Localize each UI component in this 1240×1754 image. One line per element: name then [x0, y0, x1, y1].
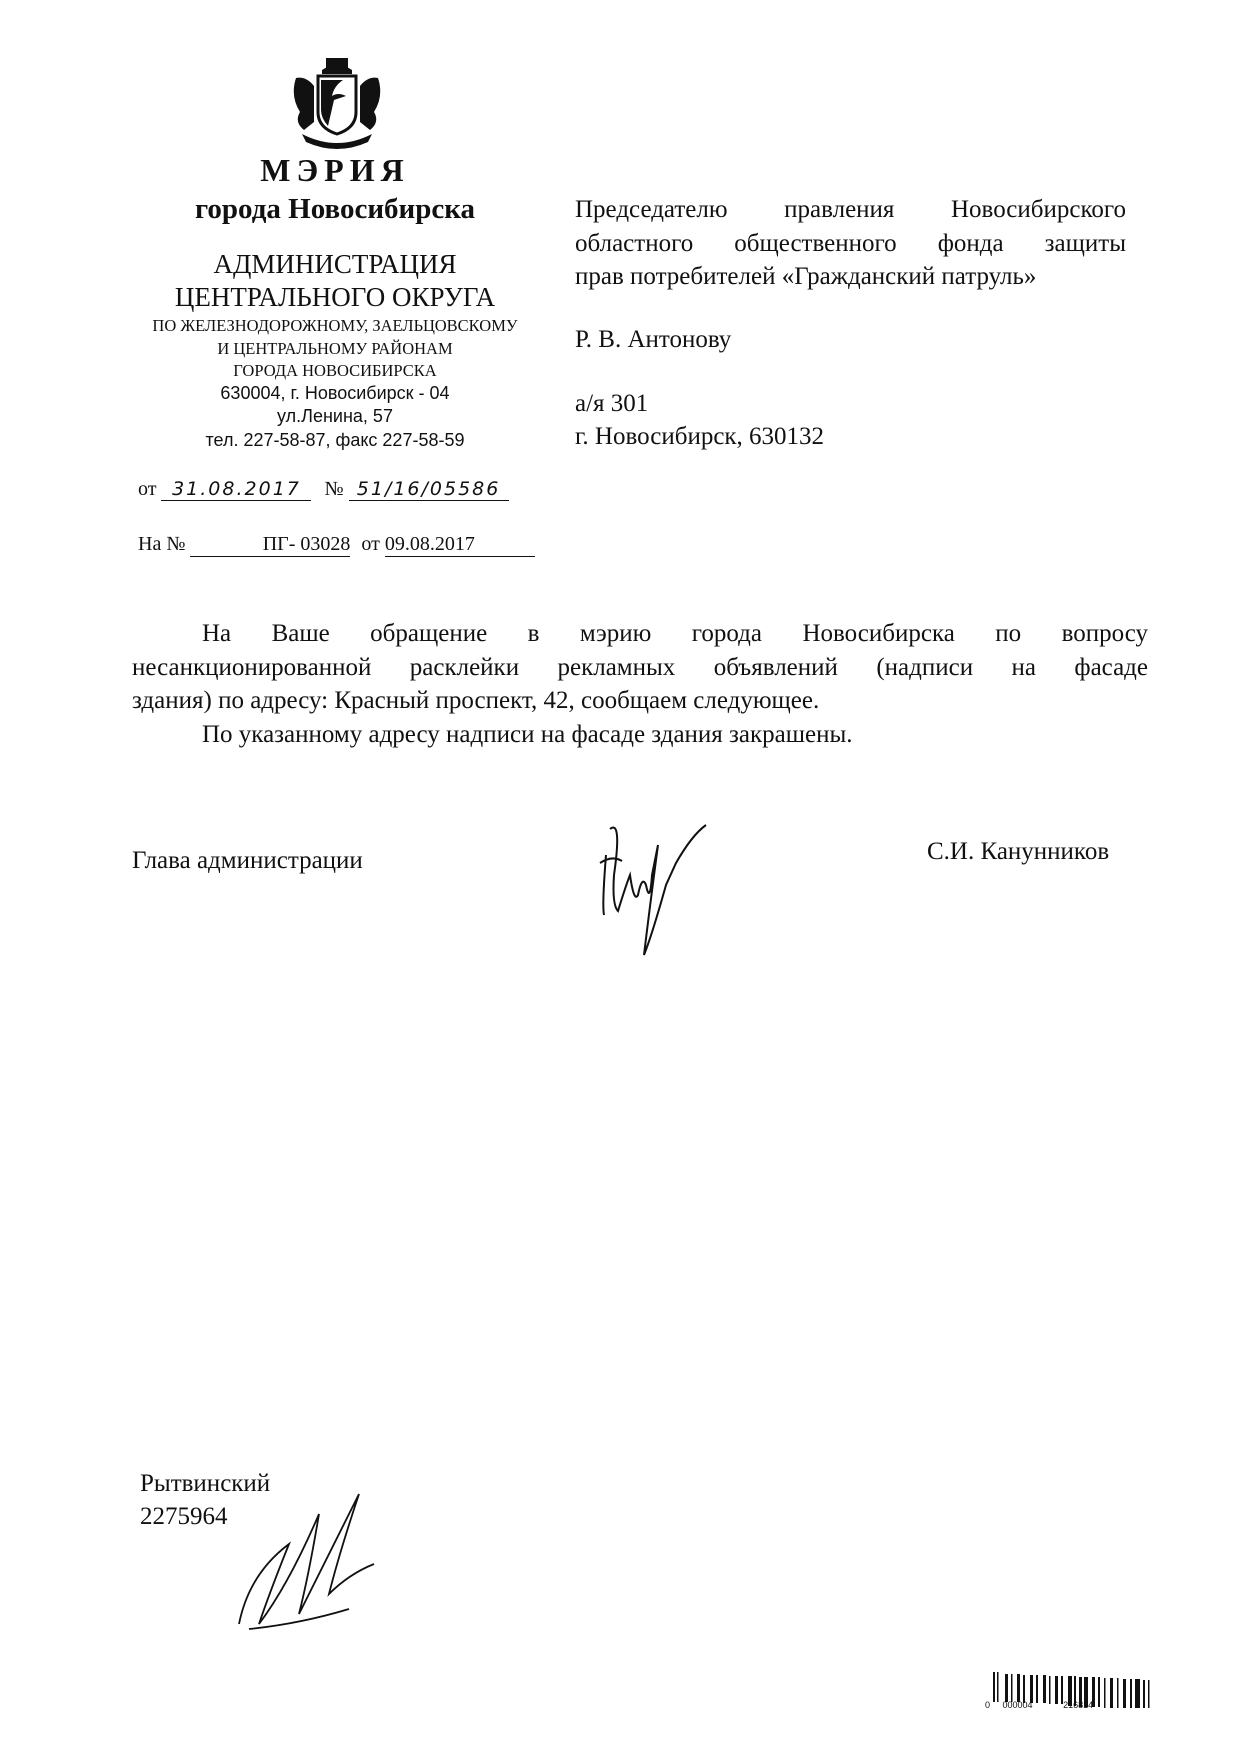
- handwritten-signature: [592, 815, 744, 967]
- header-postal: 630004, г. Новосибирск - 04: [220, 383, 450, 403]
- registration-date: 31.08.2017: [161, 478, 311, 501]
- recipient-city: г. Новосибирск, 630132: [575, 423, 825, 450]
- recipient-po-box: а/я 301: [575, 390, 649, 417]
- barcode: [985, 1672, 1175, 1722]
- recipient-block: [575, 193, 1126, 294]
- body-p1-line3: здания) по адресу: Красный проспект, 42, сообщаем следующее.: [132, 687, 820, 715]
- header-title: МЭРИЯ: [260, 152, 410, 188]
- registration-number: 51/16/05586: [349, 478, 509, 501]
- reference-number: ПГ- 03028: [190, 533, 350, 557]
- recipient-name: Р. В. Антонову: [575, 326, 732, 353]
- barcode-code2: 216814: [1063, 1700, 1094, 1710]
- executor-name: Рытвинский: [140, 1470, 271, 1497]
- header-district-line3: ГОРОДА НОВОСИБИРСКА: [233, 361, 437, 380]
- header-city: города Новосибирска: [194, 193, 476, 225]
- header-phones: тел. 227-58-87, факс 227-58-59: [205, 430, 465, 450]
- signatory-position: Глава администрации: [132, 847, 363, 874]
- header-district-line1: ПО ЖЕЛЕЗНОДОРОЖНОМУ, ЗАЕЛЬЦОВСКОМУ: [152, 316, 518, 335]
- reference-from-label: от: [361, 533, 380, 555]
- header-district-line2: И ЦЕНТРАЛЬНОМУ РАЙОНАМ: [217, 339, 453, 358]
- body-p2: По указанному адресу надписи на фасаде здания закрашены.: [202, 721, 853, 749]
- body-p1-line1: На Ваше обращение в мэрию города Новосибирска по вопросу: [202, 620, 1148, 647]
- barcode-left-digit: 0: [985, 1700, 991, 1710]
- letter-body: [132, 617, 1148, 752]
- recipient-line3: прав потребителей «Гражданский патруль»: [575, 263, 1037, 290]
- executor-phone: 2275964: [140, 1503, 228, 1530]
- registration-line: [138, 478, 509, 501]
- signatory-name: С.И. Канунников: [927, 838, 1110, 865]
- recipient-line1: Председателю правления Новосибирского: [575, 196, 1126, 223]
- recipient-line2: областного общественного фонда защиты: [575, 229, 1126, 257]
- reference-line: [138, 533, 535, 557]
- barcode-code1: 000004: [1002, 1700, 1033, 1710]
- reference-date: 09.08.2017: [385, 533, 535, 557]
- registration-from-label: от: [138, 478, 157, 500]
- body-p1-line2: несанкционированной расклейки рекламных объявлений (надписи на фасаде: [132, 653, 1148, 681]
- registration-number-label: №: [324, 478, 344, 500]
- header-admin-line1: АДМИНИСТРАЦИЯ: [213, 249, 457, 279]
- header-street: ул.Ленина, 57: [277, 406, 393, 426]
- executor-signature: [229, 1474, 381, 1636]
- reference-label: На №: [138, 533, 186, 555]
- header-admin-line2: ЦЕНТРАЛЬНОГО ОКРУГА: [174, 282, 496, 312]
- coat-of-arms-emblem: [288, 56, 386, 152]
